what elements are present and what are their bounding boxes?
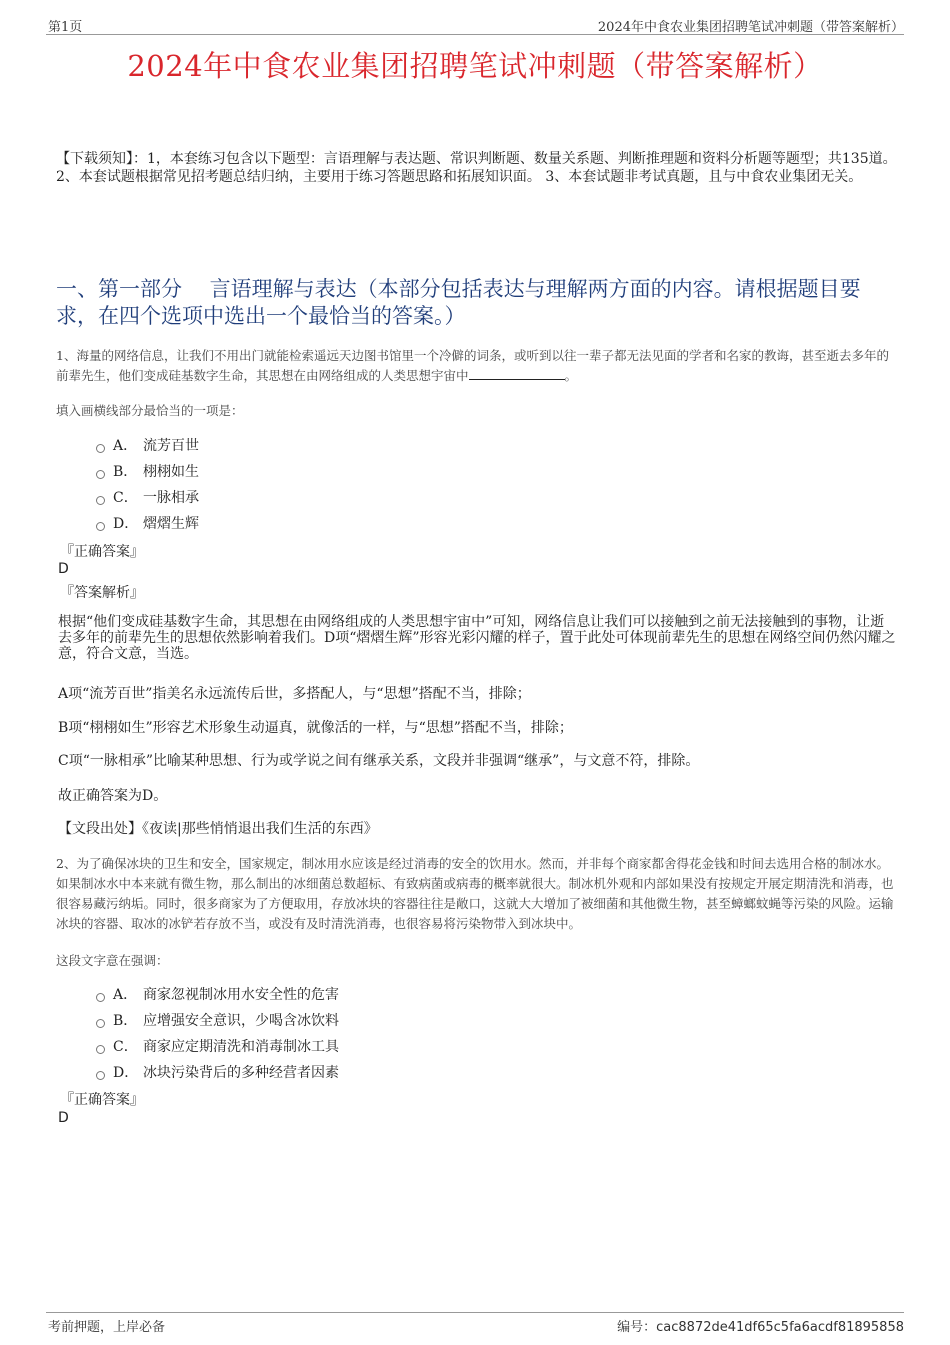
download-notice: 【下载须知】：1，本套练习包含以下题型：言语理解与表达题、常识判断题、数量关系题、判断推理题和资料分析题等题型；共135道。 2、本套试题根据常见招考题总结归纳，主要用于练习答题思路和拓展知识面。 3、本套试题非考试真题，且与中食农业集团无关。 (56, 151, 897, 185)
question-2-answer-label: 『正确答案』 (60, 1092, 144, 1108)
question-1-answer-label: 『正确答案』 (60, 544, 144, 560)
question-1-stem-end: 。 (564, 368, 578, 383)
question-1-stem (56, 346, 898, 386)
analysis-source: 【文段出处】《夜读|那些悄悄退出我们生活的东西》 (58, 821, 378, 837)
question-1-option-c[interactable] (96, 484, 199, 510)
option-letter: D． (113, 516, 139, 532)
option-letter: C． (113, 490, 138, 506)
question-2-stem: 2、为了确保冰块的卫生和安全，国家规定，制冰用水应该是经过消毒的安全的饮用水。然而，并非每个商家都舍得花金钱和时间去选用合格的制冰水。如果制冰水中本来就有微生物，那么制出的冰细菌总数超标、有致病菌或病毒的概率就很大。制冰机外观和内部如果没有按规定开展定期清洗和消毒，也很容易藏污纳垢。同时，很多商家为了方便取用，存放冰块的容器往往是敞口，这就大大增加了被细菌和其他微生物，甚至蟑螂蚊蝇等污染的风险。运输冰块的容器、取冰的冰铲若存放不当，或没有及时清洗消毒，也很容易将污染物带入到冰块中。 (56, 856, 894, 931)
question-2-prompt: 这段文字意在强调： (56, 953, 169, 968)
option-text: 冰块污染背后的多种经营者因素 (143, 1065, 339, 1081)
question-2-option-d[interactable] (96, 1059, 339, 1085)
option-text: 熠熠生辉 (143, 516, 199, 532)
page-footer (46, 1312, 904, 1333)
question-1-analysis-label: 『答案解析』 (60, 585, 144, 601)
option-letter: C． (113, 1039, 138, 1055)
option-letter: B． (113, 464, 138, 480)
option-letter: D． (113, 1065, 139, 1081)
option-text: 流芳百世 (143, 438, 199, 454)
header-doc-name: 2024年中食农业集团招聘笔试冲刺题（带答案解析） (597, 20, 904, 35)
question-1-option-a[interactable] (96, 432, 199, 458)
question-2-options (96, 981, 339, 1085)
question-1-answer: D (58, 561, 69, 577)
radio-button-icon[interactable] (96, 1019, 105, 1028)
document-title: 2024年中食农业集团招聘笔试冲刺题（带答案解析） (127, 49, 823, 83)
question-2-option-b[interactable] (96, 1007, 339, 1033)
option-text: 商家忽视制冰用水安全性的危害 (143, 987, 339, 1003)
option-text: 栩栩如生 (143, 464, 199, 480)
footer-code (617, 1316, 904, 1335)
question-1-option-d[interactable] (96, 510, 199, 536)
question-1-options (96, 432, 199, 536)
radio-button-icon[interactable] (96, 1045, 105, 1054)
radio-button-icon[interactable] (96, 993, 105, 1002)
radio-button-icon[interactable] (96, 444, 105, 453)
radio-button-icon[interactable] (96, 1071, 105, 1080)
question-1-stem-text: 1、海量的网络信息，让我们不用出门就能检索遥远天边图书馆里一个冷僻的词条，或听到以往一辈子都无法见面的学者和名家的教诲，甚至逝去多年的前辈先生，他们变成硅基数字生命，其思想在由网络组成的人类思想宇宙中 (56, 348, 889, 383)
footer-code-value: cac8872de41df65c5fa6acdf81895858 (656, 1320, 904, 1335)
radio-button-icon[interactable] (96, 470, 105, 479)
option-text: 应增强安全意识，少喝含冰饮料 (143, 1013, 339, 1029)
question-1-prompt: 填入画横线部分最恰当的一项是： (56, 403, 244, 418)
radio-button-icon[interactable] (96, 496, 105, 505)
analysis-paragraph: B项“栩栩如生”形容艺术形象生动逼真，就像活的一样，与“思想”搭配不当，排除； (58, 720, 573, 736)
option-text: 商家应定期清洗和消毒制冰工具 (143, 1039, 339, 1055)
footer-code-label: 编号： (617, 1320, 657, 1335)
analysis-paragraph: A项“流芳百世”指美名永远流传后世，多搭配人，与“思想”搭配不当，排除； (58, 686, 531, 702)
option-letter: A． (113, 987, 138, 1003)
question-1-option-b[interactable] (96, 458, 199, 484)
page-number: 第1页 (48, 20, 83, 35)
analysis-paragraph: C项“一脉相承”比喻某种思想、行为或学说之间有继承关系，文段并非强调“继承”，与文意不符，排除。 (58, 753, 700, 769)
question-2-option-c[interactable] (96, 1033, 339, 1059)
option-letter: A． (113, 438, 138, 454)
question-2-option-a[interactable] (96, 981, 339, 1007)
footer-slogan: 考前押题，上岸必备 (48, 1320, 166, 1335)
section-heading: 一、第一部分 言语理解与表达（本部分包括表达与理解两方面的内容。请根据题目要求，在四个选项中选出一个最恰当的答案。） (56, 277, 861, 328)
radio-button-icon[interactable] (96, 522, 105, 531)
option-text: 一脉相承 (143, 490, 199, 506)
answer-blank (469, 367, 565, 380)
question-2-answer: D (58, 1110, 69, 1126)
option-letter: B． (113, 1013, 138, 1029)
analysis-paragraph: 根据“他们变成硅基数字生命，其思想在由网络组成的人类思想宇宙中”可知，网络信息让我们可以接触到之前无法接触到的事物，让逝去多年的前辈先生的思想依然影响着我们。D项“熠熠生辉”形容光彩闪耀的样子，置于此处可体现前辈先生的思想在网络空间仍然闪耀之意，符合文意，当选。 (58, 614, 896, 662)
analysis-conclusion: 故正确答案为D。 (58, 788, 168, 804)
page-header (46, 14, 904, 35)
